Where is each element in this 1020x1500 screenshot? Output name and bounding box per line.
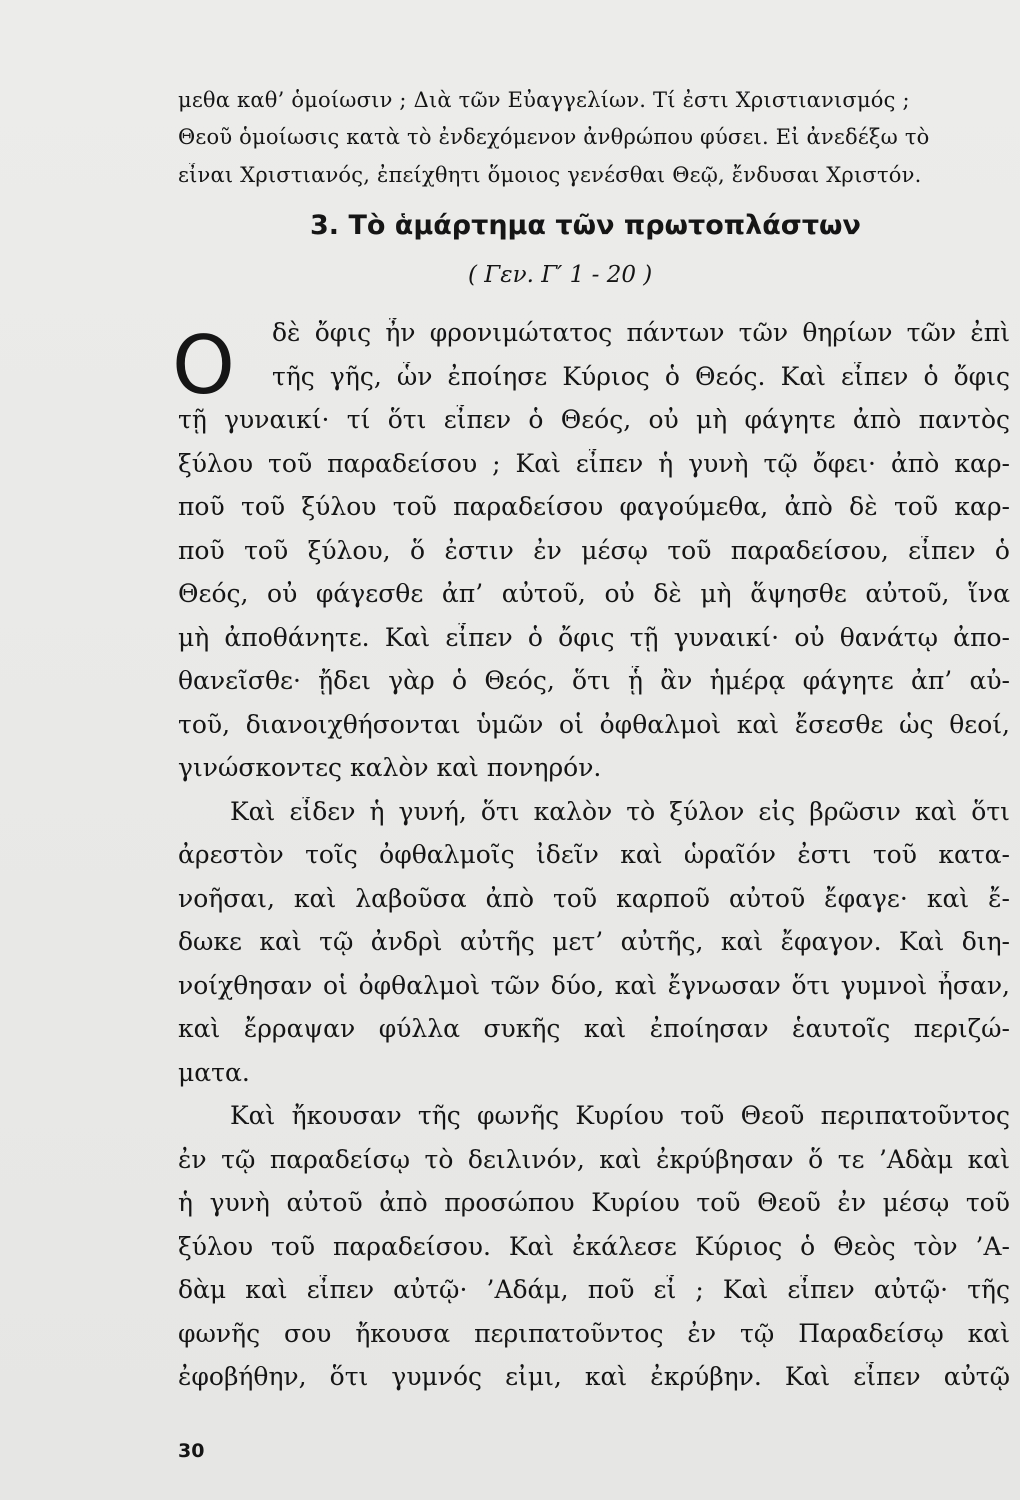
section-heading: 3. Τὸ ἁμάρτημα τῶν πρωτοπλάστων bbox=[310, 210, 861, 241]
body-line: ξύλου τοῦ παραδείσου ; Καὶ εἶπεν ἡ γυνὴ τῷ ὄφει· ἀπὸ καρ- bbox=[178, 449, 1010, 478]
body-line: μὴ ἀποθάνητε. Καὶ εἶπεν ὁ ὄφις τῇ γυναικί· οὐ θανάτῳ ἀπο- bbox=[178, 623, 1010, 652]
body-line: Καὶ ἤκουσαν τῆς φωνῆς Κυρίου τοῦ Θεοῦ περιπατοῦντος bbox=[230, 1101, 1010, 1130]
body-line: φωνῆς σου ἤκουσα περιπατοῦντος ἐν τῷ Παραδείσῳ καὶ bbox=[178, 1319, 1010, 1348]
body-line: νοίχθησαν οἱ ὀφθαλμοὶ τῶν δύο, καὶ ἔγνωσαν ὅτι γυμνοὶ ἦσαν, bbox=[178, 971, 1010, 1000]
body-line: νοῆσαι, καὶ λαβοῦσα ἀπὸ τοῦ καρποῦ αὐτοῦ ἔφαγε· καὶ ἔ- bbox=[178, 884, 1010, 913]
body-line: καὶ ἔρραψαν φύλλα συκῆς καὶ ἐποίησαν ἑαυτοῖς περιζώ- bbox=[178, 1014, 1010, 1043]
intro-line: μεθα καθ’ ὁμοίωσιν ; Διὰ τῶν Εὐαγγελίων. Τί ἐστι Χριστιανισμός ; bbox=[178, 88, 910, 112]
body-line: δωκε καὶ τῷ ἀνδρὶ αὐτῆς μετ’ αὐτῆς, καὶ ἔφαγον. Καὶ διη- bbox=[178, 927, 1010, 956]
body-line: θανεῖσθε· ᾔδει γὰρ ὁ Θεός, ὅτι ᾗ ἂν ἡμέρᾳ φάγητε ἀπ’ αὐ- bbox=[178, 666, 1010, 695]
body-line: τῇ γυναικί· τί ὅτι εἶπεν ὁ Θεός, οὐ μὴ φάγητε ἀπὸ παντὸς bbox=[178, 405, 1010, 434]
intro-line: Θεοῦ ὁμοίωσις κατὰ τὸ ἐνδεχόμενον ἀνθρώπου φύσει. Εἰ ἀνεδέξω τὸ bbox=[178, 125, 930, 149]
body-line: τῆς γῆς, ὧν ἐποίησε Κύριος ὁ Θεός. Καὶ εἶπεν ὁ ὄφις bbox=[272, 362, 1010, 391]
body-line: δὰμ καὶ εἶπεν αὐτῷ· ’Αδάμ, ποῦ εἶ ; Καὶ εἶπεν αὐτῷ· τῆς bbox=[178, 1275, 1010, 1304]
body-line: ἡ γυνὴ αὐτοῦ ἀπὸ προσώπου Κυρίου τοῦ Θεοῦ ἐν μέσῳ τοῦ bbox=[178, 1188, 1010, 1217]
body-line: δὲ ὄφις ἦν φρονιμώτατος πάντων τῶν θηρίων τῶν ἐπὶ bbox=[272, 318, 1010, 347]
body-line: Θεός, οὐ φάγεσθε ἀπ’ αὐτοῦ, οὐ δὲ μὴ ἅψησθε αὐτοῦ, ἵνα bbox=[178, 579, 1010, 608]
drop-cap: Ο bbox=[172, 319, 235, 412]
scripture-reference: ( Γεν. Γ′ 1 - 20 ) bbox=[468, 262, 653, 288]
body-line: ποῦ τοῦ ξύλου τοῦ παραδείσου φαγούμεθα, ἀπὸ δὲ τοῦ καρ- bbox=[178, 492, 1010, 521]
body-line: ξύλου τοῦ παραδείσου. Καὶ ἐκάλεσε Κύριος ὁ Θεὸς τὸν ’Α- bbox=[178, 1232, 1010, 1261]
body-line: ποῦ τοῦ ξύλου, ὅ ἐστιν ἐν μέσῳ τοῦ παραδείσου, εἶπεν ὁ bbox=[178, 536, 1010, 565]
body-line: ἐν τῷ παραδείσῳ τὸ δειλινόν, καὶ ἐκρύβησαν ὅ τε ’Αδὰμ καὶ bbox=[178, 1145, 1010, 1174]
page-number: 30 bbox=[178, 1440, 205, 1462]
body-line: ἀρεστὸν τοῖς ὀφθαλμοῖς ἰδεῖν καὶ ὡραῖόν ἐστι τοῦ κατα- bbox=[178, 840, 1010, 869]
body-line: τοῦ, διανοιχθήσονται ὑμῶν οἱ ὀφθαλμοὶ καὶ ἔσεσθε ὡς θεοί, bbox=[178, 710, 1010, 739]
body-line: ματα. bbox=[178, 1058, 250, 1087]
intro-line: εἶναι Χριστιανός, ἐπείχθητι ὅμοιος γενέσθαι Θεῷ, ἔνδυσαι Χριστόν. bbox=[178, 163, 922, 187]
body-line: γινώσκοντες καλὸν καὶ πονηρόν. bbox=[178, 753, 602, 782]
body-line: Καὶ εἶδεν ἡ γυνή, ὅτι καλὸν τὸ ξύλον εἰς βρῶσιν καὶ ὅτι bbox=[230, 797, 1010, 826]
body-line: ἐφοβήθην, ὅτι γυμνός εἰμι, καὶ ἐκρύβην. Καὶ εἶπεν αὐτῷ bbox=[178, 1362, 1010, 1391]
